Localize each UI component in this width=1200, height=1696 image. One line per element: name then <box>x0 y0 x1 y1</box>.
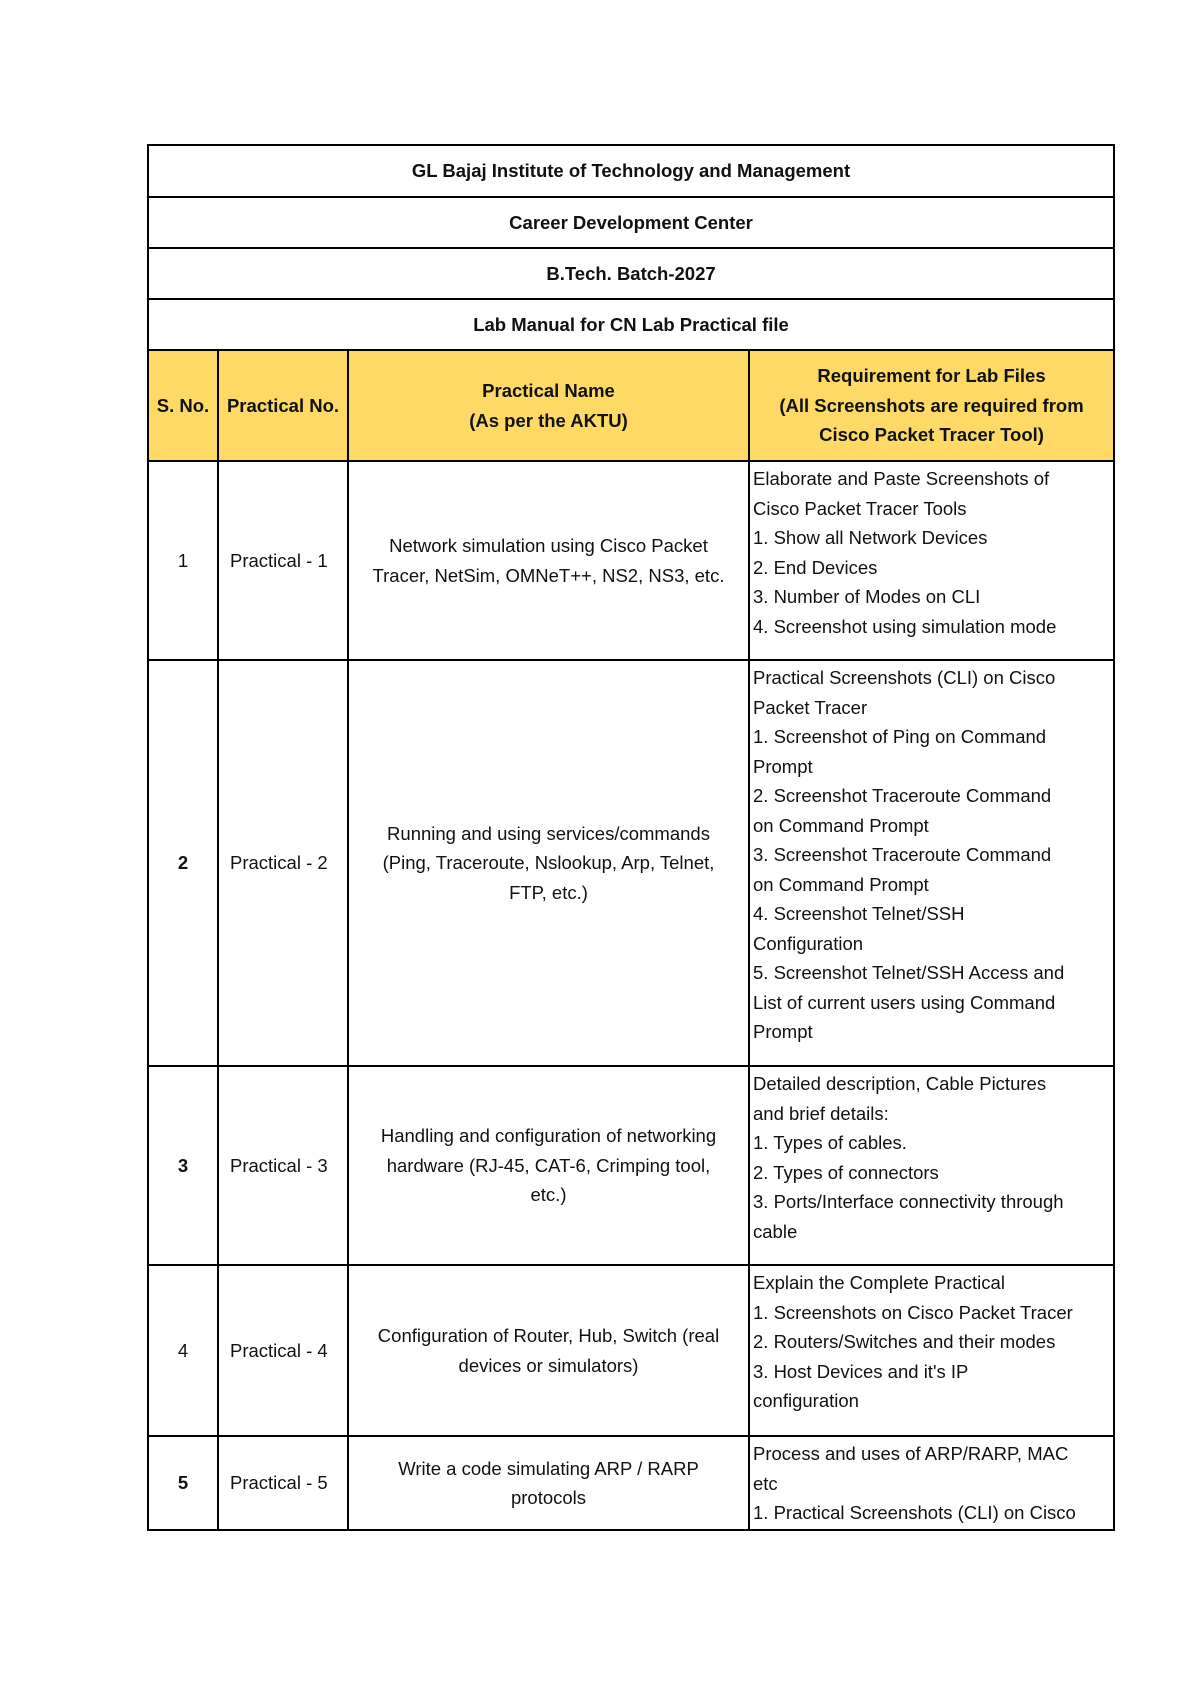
table-row <box>148 660 1114 1066</box>
table-row <box>148 1265 1114 1436</box>
sno-cell: 5 <box>148 1436 218 1530</box>
table-row <box>148 1066 1114 1265</box>
practical-name-cell <box>348 1265 749 1436</box>
requirement-line: 4. Screenshot Telnet/SSH <box>753 903 965 924</box>
requirement-cell <box>749 461 1114 660</box>
batch-title: B.Tech. Batch-2027 <box>148 248 1114 299</box>
lab-manual-sheet <box>147 144 1113 1531</box>
requirement-header-line: Requirement for Lab Files <box>817 365 1046 387</box>
requirement-line: 1. Show all Network Devices <box>753 527 988 548</box>
requirement-cell <box>749 660 1114 1066</box>
lab-manual-table <box>147 144 1115 1531</box>
practical-name-line: Running and using services/commands <box>387 822 710 844</box>
requirement-header-line: (All Screenshots are required from <box>779 394 1084 416</box>
requirement-line: Prompt <box>753 755 813 777</box>
requirement-line: 2. End Devices <box>753 556 878 578</box>
requirement-line: 3. Ports/Interface connectivity through <box>753 1191 1064 1212</box>
sno-cell: 2 <box>148 660 218 1066</box>
practical-name-cell <box>348 461 749 660</box>
practical-name-line: (Ping, Traceroute, Nslookup, Arp, Telnet, <box>382 852 715 874</box>
practical-name-line: etc.) <box>530 1184 567 1206</box>
practical-no-cell: Practical - 1 <box>218 461 348 660</box>
requirement-line: Packet Tracer <box>753 696 868 718</box>
practical-name-line: Tracer, NetSim, OMNeT++, NS2, NS3, etc. <box>372 564 725 586</box>
practical-name-header <box>348 350 749 461</box>
practical-no-cell: Practical - 2 <box>218 660 348 1066</box>
requirement-cell <box>749 1265 1114 1436</box>
practical-name-line: Configuration of Router, Hub, Switch (real <box>377 1325 720 1346</box>
requirement-line: 1. Practical Screenshots (CLI) on Cisco <box>753 1502 1076 1523</box>
practical-no-cell: Practical - 4 <box>218 1265 348 1436</box>
requirement-line: and brief details: <box>753 1102 889 1124</box>
practical-name-line: devices or simulators) <box>458 1354 639 1376</box>
practical-name-line: Handling and configuration of networking <box>380 1125 717 1147</box>
requirement-line: Practical Screenshots (CLI) on Cisco <box>753 667 1056 688</box>
requirement-line: Process and uses of ARP/RARP, MAC <box>753 1443 1069 1464</box>
requirement-line: 5. Screenshot Telnet/SSH Access and <box>753 962 1065 983</box>
practical-name-cell <box>348 1436 749 1530</box>
practical-no-header: Practical No. <box>218 350 348 461</box>
practical-no-cell: Practical - 3 <box>218 1066 348 1265</box>
requirement-line: 3. Screenshot Traceroute Command <box>753 844 1052 865</box>
institute-title: GL Bajaj Institute of Technology and Management <box>148 145 1114 197</box>
sno-header: S. No. <box>148 350 218 461</box>
practical-name-header-line: (As per the AKTU) <box>469 409 628 431</box>
requirement-line: Cisco Packet Tracer Tools <box>753 497 967 519</box>
sno-cell: 1 <box>148 461 218 660</box>
requirement-line: on Command Prompt <box>753 814 929 836</box>
practical-no-cell: Practical - 5 <box>218 1436 348 1530</box>
practical-name-line: FTP, etc.) <box>509 881 588 903</box>
practical-name-line: protocols <box>510 1487 587 1508</box>
requirement-line: Configuration <box>753 932 864 954</box>
sno-cell: 3 <box>148 1066 218 1265</box>
requirement-line: 1. Types of cables. <box>753 1132 907 1153</box>
requirement-line: 2. Routers/Switches and their modes <box>753 1331 1056 1352</box>
table-row <box>148 1436 1114 1530</box>
requirement-line: 2. Types of connectors <box>753 1161 939 1183</box>
practical-name-line: hardware (RJ-45, CAT-6, Crimping tool, <box>386 1154 711 1176</box>
practical-name-header-line: Practical Name <box>482 380 615 401</box>
requirement-cell <box>749 1066 1114 1265</box>
practical-name-line: Network simulation using Cisco Packet <box>389 535 708 556</box>
requirement-line: List of current users using Command <box>753 991 1056 1013</box>
requirement-line: 3. Host Devices and it's IP <box>753 1360 969 1382</box>
practical-name-cell <box>348 1066 749 1265</box>
table-row <box>148 461 1114 660</box>
requirement-line: on Command Prompt <box>753 873 929 895</box>
requirement-line: 3. Number of Modes on CLI <box>753 586 981 607</box>
requirement-line: 1. Screenshot of Ping on Command <box>753 726 1047 747</box>
requirement-line: etc <box>753 1472 778 1494</box>
requirement-line: Detailed description, Cable Pictures <box>753 1073 1047 1094</box>
practical-name-line: Write a code simulating ARP / RARP <box>398 1457 699 1479</box>
sno-cell: 4 <box>148 1265 218 1436</box>
requirement-line: configuration <box>753 1390 859 1411</box>
requirement-line: 1. Screenshots on Cisco Packet Tracer <box>753 1301 1073 1323</box>
requirement-line: 4. Screenshot using simulation mode <box>753 615 1057 637</box>
center-title: Career Development Center <box>148 197 1114 248</box>
manual-title: Lab Manual for CN Lab Practical file <box>148 299 1114 350</box>
requirement-cell <box>749 1436 1114 1530</box>
requirement-line: Elaborate and Paste Screenshots of <box>753 468 1050 489</box>
requirement-header-line: Cisco Packet Tracer Tool) <box>819 424 1044 446</box>
table-header-row <box>148 350 1114 461</box>
requirement-header <box>749 350 1114 461</box>
requirement-line: 2. Screenshot Traceroute Command <box>753 785 1052 806</box>
requirement-line: Explain the Complete Practical <box>753 1272 1005 1293</box>
requirement-line: Prompt <box>753 1021 813 1042</box>
requirement-line: cable <box>753 1220 798 1242</box>
practical-name-cell <box>348 660 749 1066</box>
